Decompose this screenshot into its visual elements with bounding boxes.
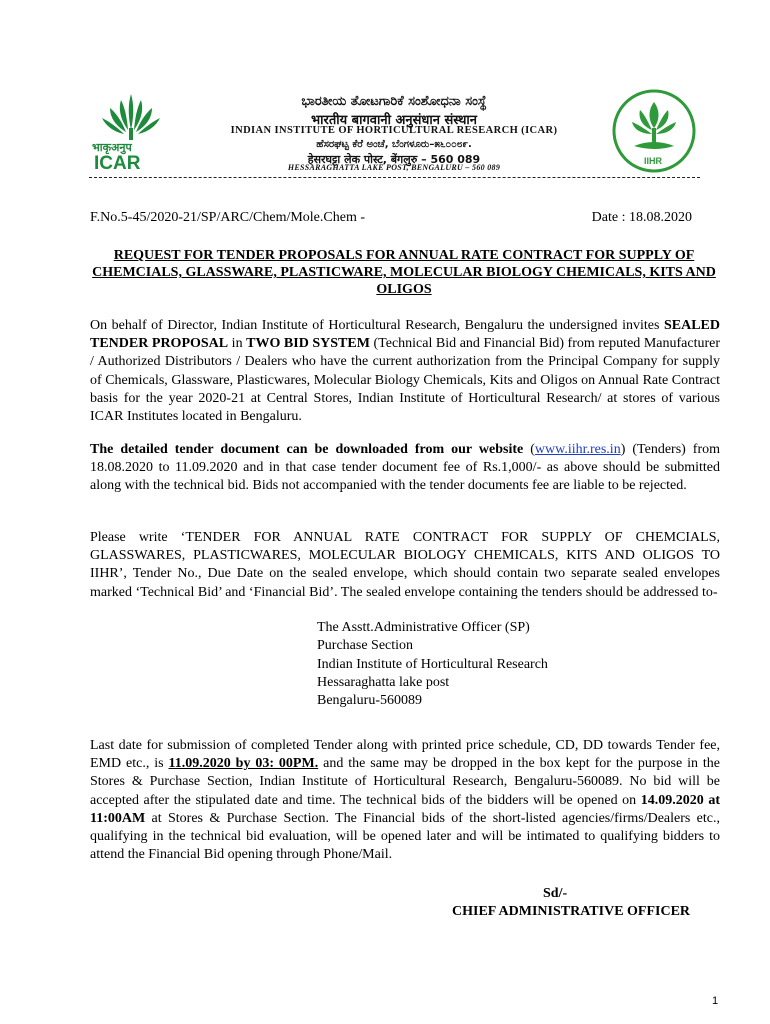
address-line: Purchase Section bbox=[317, 638, 414, 654]
website-link[interactable]: www.iihr.res.in bbox=[534, 442, 621, 457]
iihr-logo-text: IIHR bbox=[644, 156, 662, 166]
icar-logo-hindi: भाकृअनुप bbox=[92, 141, 132, 154]
address-line: Bengaluru-560089 bbox=[317, 693, 422, 709]
paragraph-invitation bbox=[90, 317, 720, 426]
file-number: F.No.5-45/2020-21/SP/ARC/Chem/Mole.Chem - bbox=[90, 210, 366, 225]
para1-text-a: On behalf of Director, Indian Institute of Horticultural Research, Bengaluru the undersigned invites bbox=[90, 318, 664, 333]
icar-logo-text: ICAR bbox=[94, 153, 141, 172]
paragraph-envelope-instructions: Please write ‘TENDER FOR ANNUAL RATE CONTRACT FOR SUPPLY OF CHEMCIALS, GLASSWARES, PLASTICWARES, MOLECULAR BIOLOGY CHEMICALS, KITS AND OLIGOS TO IIHR’, Tender No., Due Date on the sealed envelope, which should contain two separate sealed envelopes marked ‘Technical Bid’ and ‘Financial Bid’. The sealed envelope containing the tenders should be addressed to- bbox=[90, 530, 720, 600]
document-date: Date : 18.08.2020 bbox=[591, 210, 692, 225]
technical-bid-opening-date: 14.09.2020 at 11:00AM bbox=[90, 792, 720, 826]
icar-logo bbox=[88, 90, 174, 172]
address-block bbox=[317, 619, 548, 710]
signature-sd: Sd/- bbox=[543, 886, 568, 901]
address-line: Hessaraghatta lake post bbox=[317, 674, 450, 690]
submission-deadline: 11.09.2020 by 03: 00PM. bbox=[168, 756, 319, 772]
para1-text-c: in bbox=[228, 336, 247, 352]
institute-address-hindi: हेसरघट्टा लेक पोस्ट, बेंगलुरु – 560 089 bbox=[307, 153, 481, 166]
para2-open: ( bbox=[523, 442, 535, 457]
para4-text-c: and the same may be dropped in the box kept for the purpose in the Stores & Purchase Section, Indian Institute of Horticultural Research, Bengaluru-560089. No bid will be accepted after the stipulated date and time. The technical bids of the bidders will be opened on bbox=[90, 756, 721, 808]
address-line: The Asstt.Administrative Officer (SP) bbox=[317, 620, 530, 635]
institute-name-kannada: ಭಾರತೀಯ ತೋಟಗಾರಿಕೆ ಸಂಶೋಧನಾ ಸಂಸ್ಥೆ bbox=[301, 94, 487, 109]
para4-text-e: at Stores & Purchase Section. The Financial bids of the short-listed agencies/firms/Dealers etc., qualifying in the technical bid evaluation, will be opened later and will be intimated to qualifying bidders to attend the Financial Bid opening through Phone/Mail. bbox=[90, 810, 720, 863]
institute-name-english: INDIAN INSTITUTE OF HORTICULTURAL RESEARCH (ICAR) bbox=[230, 125, 558, 136]
signatory-designation: CHIEF ADMINISTRATIVE OFFICER bbox=[452, 904, 691, 919]
sealed-tender-proposal-emphasis: SEALED TENDER PROPOSAL bbox=[90, 318, 720, 352]
para2-rest: ) (Tenders) from 18.08.2020 to 11.09.2020 and in that case tender document fee of Rs.1,000/- as above should be submitted along with the technical bid. Bids not accompanied with the tender documents fee are liable to be rejected. bbox=[90, 442, 721, 494]
tender-title: REQUEST FOR TENDER PROPOSALS FOR ANNUAL RATE CONTRACT FOR SUPPLY OF CHEMCIALS, GLASSWARE, PLASTICWARE, MOLECULAR BIOLOGY CHEMICALS, KITS AND OLIGOS bbox=[92, 248, 716, 297]
page-number: 1 bbox=[712, 995, 719, 1007]
institute-address-kannada: ಹೆಸರಘಟ್ಟ ಕೆರೆ ಅಂಚೆ, ಬೆಂಗಳೂರು–೫೬೦೦೮೯. bbox=[316, 139, 472, 150]
institute-name-hindi: भारतीय बागवानी अनुसंधान संस्थान bbox=[311, 113, 477, 128]
para1-text-e: (Technical Bid and Financial Bid) from reputed Manufacturer / Authorized Distributors / Dealers who have the current authorization from the Principal Company for supply of Chemicals, Glassware, Plasticwares, Molecular Biology Chemicals, Kits and Oligos on Annual Rate Contract basis for the year 2020-21 at Central Stores, Indian Institute of Horticultural Research/ at stores of various ICAR Institutes located in Bengaluru. bbox=[90, 336, 721, 425]
download-emphasis: The detailed tender document can be downloaded from our website bbox=[90, 442, 524, 457]
address-line: Indian Institute of Horticultural Research bbox=[317, 656, 548, 672]
institute-address-english: HESSARAGHATTA LAKE POST, BENGALURU – 560 089 bbox=[287, 163, 501, 172]
paragraph-download bbox=[90, 441, 720, 496]
two-bid-system-emphasis: TWO BID SYSTEM bbox=[246, 336, 370, 352]
letterhead-divider bbox=[89, 177, 700, 178]
para4-text-a: Last date for submission of completed Tender along with printed price schedule, CD, DD towards Tender fee, EMD etc., is bbox=[90, 738, 720, 772]
paragraph-submission-deadline bbox=[90, 737, 720, 864]
iihr-logo bbox=[610, 88, 698, 174]
